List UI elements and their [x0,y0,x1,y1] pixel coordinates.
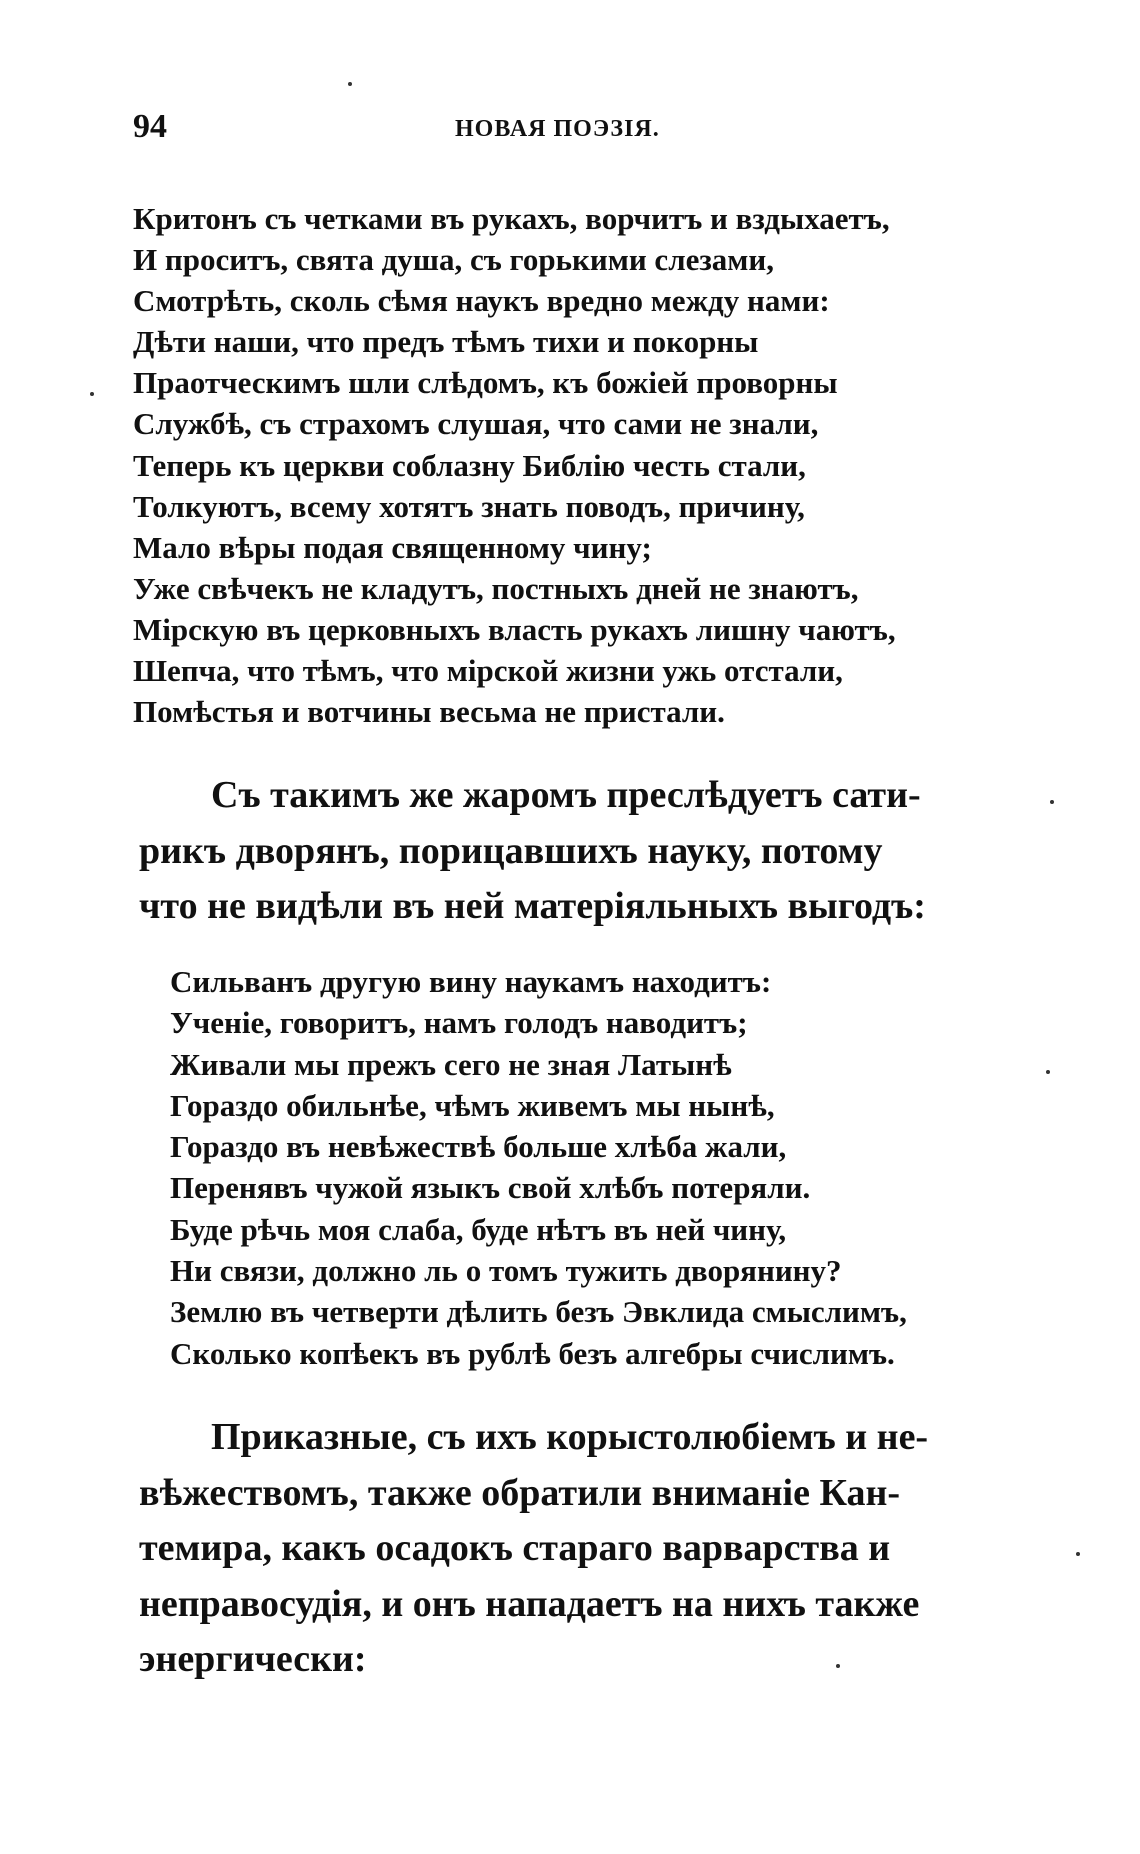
verse-line: Сильванъ другую вину наукамъ находитъ: [170,964,772,999]
print-speck [1046,1070,1050,1074]
print-speck [1050,800,1054,804]
print-speck [1076,1552,1080,1556]
prose-line: рикъ дворянъ, порицавшихъ науку, потому [139,829,883,872]
verse-line: Живали мы прежъ сего не зная Латынѣ [170,1046,732,1082]
page-header [133,108,1033,148]
verse-line: Службѣ, съ страхомъ слушая, что сами не знали, [133,406,819,442]
print-speck [836,1664,840,1668]
verse-block-silvan [170,961,907,1374]
verse-line: Землю въ четверти дѣлить безъ Эвклида смыслимъ, [170,1294,907,1330]
verse-line: Ни связи, должно ль о томъ тужить дворянину? [170,1253,842,1289]
verse-line: Шепча, что тѣмъ, что мірской жизни ужь отстали, [133,653,843,689]
verse-line: Мірскую въ церковныхъ власть рукахъ лишну чаютъ, [133,611,896,647]
prose-line: неправосудія, и онъ нападаетъ на нихъ также [139,1582,920,1625]
prose-line: темира, какъ осадокъ стараго варварства и [139,1527,891,1569]
verse-line: Толкуютъ, всему хотятъ знать поводъ, причину, [133,488,805,524]
verse-line: Уже свѣчекъ не кладутъ, постныхъ дней не знаютъ, [133,570,859,606]
prose-line: Приказные, съ ихъ корыстолюбіемъ и не- [211,1416,929,1458]
prose-line: Съ такимъ же жаромъ преслѣдуетъ сати- [211,774,921,816]
prose-paragraph-satirist [139,768,926,935]
verse-line: Дѣти наши, что предъ тѣмъ тихи и покорны [133,324,759,360]
prose-paragraph-clerks [139,1410,928,1688]
verse-line: Гораздо обильнѣе, чѣмъ живемъ мы нынѣ, [170,1087,775,1123]
verse-line: Критонъ съ четками въ рукахъ, ворчитъ и вздыхаетъ, [133,201,890,236]
verse-line: Праотческимъ шли слѣдомъ, къ божіей проворны [133,365,838,401]
verse-block-criton [133,198,896,732]
prose-line: вѣжествомъ, также обратили вниманіе Кан- [139,1471,901,1514]
verse-line: И проситъ, свята душа, съ горькими слезами, [133,242,775,278]
print-speck [90,392,94,396]
print-speck [348,82,352,86]
running-title: НОВАЯ ПОЭЗІЯ. [455,116,660,142]
verse-line: Сколько копѣекъ въ рублѣ безъ алгебры счислимъ. [170,1335,895,1371]
prose-line: что не видѣли въ ней матеріяльныхъ выгодъ: [139,885,926,927]
verse-line: Гораздо въ невѣжествѣ больше хлѣба жали, [170,1129,787,1165]
verse-line: Теперь къ церкви соблазну Библію честь стали, [133,447,806,483]
verse-line: Буде рѣчь моя слаба, буде нѣтъ въ ней чину, [170,1211,787,1247]
verse-line: Помѣстья и вотчины весьма не пристали. [133,694,725,730]
prose-line: энергически: [139,1638,367,1680]
verse-line: Мало вѣры подая священному чину; [133,529,652,565]
verse-line: Перенявъ чужой языкъ свой хлѣбъ потеряли. [170,1170,811,1206]
page-number: 94 [133,108,167,145]
verse-line: Смотрѣть, сколь сѣмя наукъ вредно между нами: [133,283,830,319]
verse-line: Ученіе, говоритъ, намъ голодъ наводитъ; [170,1005,748,1041]
